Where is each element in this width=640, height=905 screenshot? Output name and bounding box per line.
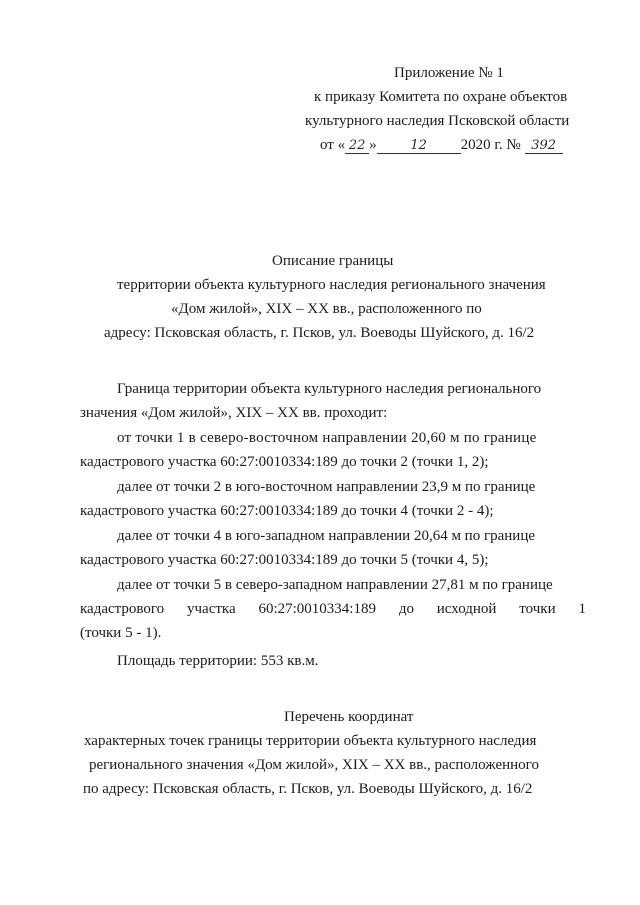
paragraph-1-line-2: значения «Дом жилой», XIX – XX вв. проходит: xyxy=(80,405,388,421)
section1-subtitle-1: территории объекта культурного наследия регионального значения xyxy=(117,277,546,293)
paragraph-5-line-2 xyxy=(80,600,586,618)
p5-word: 1 xyxy=(578,601,586,617)
section2-subtitle-2: регионального значения «Дом жилой», XIX – XX вв., расположенного xyxy=(89,757,539,773)
date-prefix: от « xyxy=(320,137,346,153)
section2-subtitle-3: по адресу: Псковская область, г. Псков, ул. Воеводы Шуйского, д. 16/2 xyxy=(83,781,533,797)
paragraph-4-line-1: далее от точки 4 в юго-западном направлении 20,64 м по границе xyxy=(117,528,536,544)
date-month-handwritten: 12 xyxy=(377,138,461,154)
p5-word: исходной xyxy=(436,601,497,617)
p5-word: кадастрового xyxy=(80,601,165,617)
paragraph-1-line-1: Граница территории объекта культурного наследия регионального xyxy=(117,381,542,397)
appendix-line-2: культурного наследия Псковской области xyxy=(305,113,570,129)
paragraph-2-line-1: от точки 1 в северо-восточном направлении 20,60 м по границе xyxy=(117,430,537,446)
paragraph-4-line-2: кадастрового участка 60:27:0010334:189 до точки 5 (точки 4, 5); xyxy=(80,552,489,568)
area-statement: Площадь территории: 553 кв.м. xyxy=(117,653,319,669)
date-day-handwritten: 22 xyxy=(345,138,369,154)
section1-heading: Описание границы xyxy=(272,253,394,269)
p5-word: точки xyxy=(519,601,556,617)
appendix-date-line xyxy=(320,136,563,154)
p5-word: до xyxy=(398,601,414,617)
section2-heading: Перечень координат xyxy=(284,709,414,725)
order-number-handwritten: 392 xyxy=(525,138,563,154)
p5-cadastral-number: 60:27:0010334:189 xyxy=(258,601,376,617)
date-year: 2020 г. № xyxy=(460,137,521,153)
appendix-title: Приложение № 1 xyxy=(394,65,504,81)
paragraph-2-line-2: кадастрового участка 60:27:0010334:189 до точки 2 (точки 1, 2); xyxy=(80,454,489,470)
paragraph-3-line-1: далее от точки 2 в юго-восточном направлении 23,9 м по границе xyxy=(117,479,536,495)
section1-subtitle-2: «Дом жилой», XIX – XX вв., расположенного по xyxy=(171,301,482,317)
appendix-line-1: к приказу Комитета по охране объектов xyxy=(314,89,568,105)
p5-word: участка xyxy=(187,601,236,617)
paragraph-3-line-2: кадастрового участка 60:27:0010334:189 до точки 4 (точки 2 - 4); xyxy=(80,503,494,519)
section2-subtitle-1: характерных точек границы территории объекта культурного наследия xyxy=(84,733,537,749)
paragraph-5-line-3: (точки 5 - 1). xyxy=(80,625,162,641)
section1-subtitle-3: адресу: Псковская область, г. Псков, ул. Воеводы Шуйского, д. 16/2 xyxy=(104,325,535,341)
date-mid: » xyxy=(369,137,377,153)
paragraph-5-line-1: далее от точки 5 в северо-западном направлении 27,81 м по границе xyxy=(117,577,553,593)
